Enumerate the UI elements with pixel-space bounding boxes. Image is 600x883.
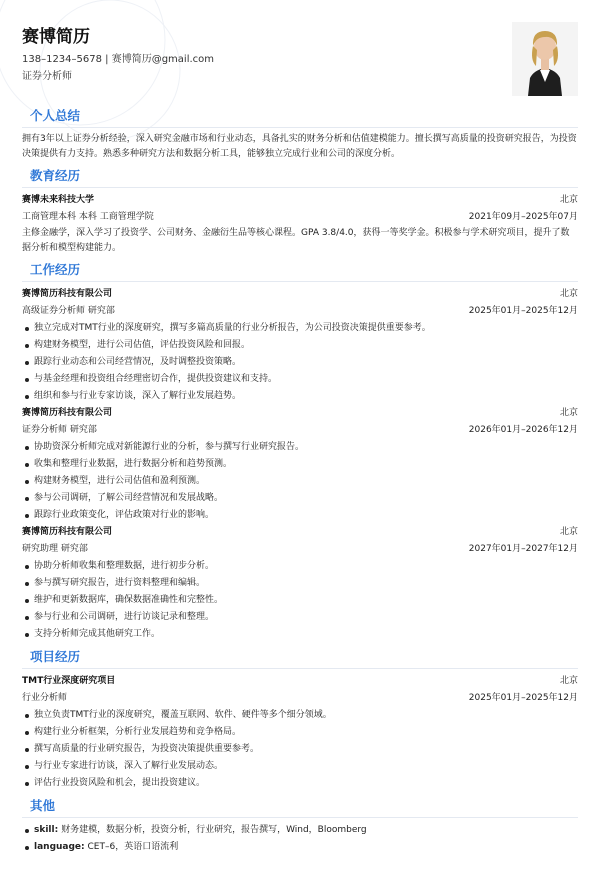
- profile-photo: [512, 22, 578, 96]
- bullet-item: 与基金经理和投资组合经理密切合作，提供投资建议和支持。: [22, 371, 578, 388]
- item-label: language:: [34, 842, 85, 852]
- bullet-item: 参与撰写研究报告，进行资料整理和编辑。: [22, 575, 578, 592]
- bullet-item: 独立负责TMT行业的深度研究，覆盖互联网、软件、硬件等多个细分领域。: [22, 707, 578, 724]
- job-bullets: [22, 320, 578, 405]
- bullet-item: 评估行业投资风险和机会，提出投资建议。: [22, 775, 578, 792]
- skill-item: [22, 822, 578, 839]
- project-row: [22, 690, 578, 707]
- section-title: 项目经历: [30, 649, 81, 664]
- dates: 2027年01月–2027年12月: [468, 544, 578, 554]
- section-divider: [22, 668, 578, 669]
- job-entry: [22, 286, 578, 405]
- resume-body: [22, 108, 578, 862]
- job-bullets: [22, 439, 578, 524]
- other-list: [22, 822, 578, 856]
- position: 高级证券分析师 研究部: [22, 306, 115, 316]
- bullet-item: 跟踪行业政策变化，评估政策对行业的影响。: [22, 507, 578, 524]
- section-title: 其他: [30, 798, 56, 813]
- position: 研究助理 研究部: [22, 544, 88, 554]
- job-bullets: [22, 558, 578, 643]
- work-section: [22, 262, 578, 643]
- section-title: 教育经历: [30, 168, 81, 183]
- location: 北京: [559, 408, 578, 418]
- item-value: 财务建模，数据分析，投资分析，行业研究，报告撰写，Wind，Bloomberg: [58, 825, 367, 835]
- item-value: CET–6，英语口语流利: [84, 842, 179, 852]
- bullet-item: 参与公司调研，了解公司经营情况和发展战略。: [22, 490, 578, 507]
- bullet-item: 构建财务模型，进行公司估值和盈利预测。: [22, 473, 578, 490]
- section-title: 工作经历: [30, 262, 81, 277]
- bullet-item: 支持分析师完成其他研究工作。: [22, 626, 578, 643]
- bullet-item: 独立完成对TMT行业的深度研究，撰写多篇高质量的行业分析报告，为公司投资决策提供重要参考。: [22, 320, 578, 337]
- location: 北京: [559, 527, 578, 537]
- job-row: [22, 541, 578, 558]
- section-divider: [22, 187, 578, 188]
- education-row: [22, 192, 578, 209]
- job-row: [22, 286, 578, 303]
- company-name: 赛博简历科技有限公司: [22, 527, 113, 537]
- dates: 2021年09月–2025年07月: [468, 212, 578, 222]
- bullet-item: 构建行业分析框架，分析行业发展趋势和竞争格局。: [22, 724, 578, 741]
- project-role: 行业分析师: [22, 693, 68, 703]
- target-role: 证券分析师: [22, 71, 72, 82]
- project-row: [22, 673, 578, 690]
- item-label: skill:: [34, 825, 59, 835]
- school-name: 赛博未来科技大学: [22, 195, 95, 205]
- job-row: [22, 524, 578, 541]
- bullet-item: 与行业专家进行访谈，深入了解行业发展动态。: [22, 758, 578, 775]
- language-item: [22, 839, 578, 856]
- summary-section: [22, 108, 578, 162]
- job-row: [22, 405, 578, 422]
- section-title: 个人总结: [30, 108, 81, 123]
- position: 证券分析师 研究部: [22, 425, 97, 435]
- bullet-item: 协助分析师收集和整理数据，进行初步分析。: [22, 558, 578, 575]
- resume-header: [22, 22, 578, 122]
- section-divider: [22, 127, 578, 128]
- bullet-item: 组织和参与行业专家访谈，深入了解行业发展趋势。: [22, 388, 578, 405]
- company-name: 赛博简历科技有限公司: [22, 408, 113, 418]
- degree: 工商管理本科 本科 工商管理学院: [22, 212, 154, 222]
- bullet-item: 协助资深分析师完成对新能源行业的分析，参与撰写行业研究报告。: [22, 439, 578, 456]
- summary-text: 拥有3年以上证券分析经验，深入研究金融市场和行业动态，具备扎实的财务分析和估值建模能力。擅长撰写高质量的投资研究报告，为投资决策提供有力支持。熟悉多种研究方法和数据分析工具，能够独立完成行业和公司的深度分析。: [22, 134, 577, 159]
- job-entry: [22, 405, 578, 524]
- education-row: [22, 209, 578, 226]
- bullet-item: 跟踪行业动态和公司经营情况，及时调整投资策略。: [22, 354, 578, 371]
- location: 北京: [559, 289, 578, 299]
- job-row: [22, 303, 578, 320]
- section-divider: [22, 281, 578, 282]
- candidate-name: 赛博简历: [22, 27, 90, 47]
- project-name: TMT行业深度研究项目: [22, 676, 116, 686]
- dates: 2025年01月–2025年12月: [468, 693, 578, 703]
- bullet-item: 撰写高质量的行业研究报告，为投资决策提供重要参考。: [22, 741, 578, 758]
- education-section: [22, 168, 578, 256]
- location: 北京: [559, 676, 578, 686]
- dates: 2025年01月–2025年12月: [468, 306, 578, 316]
- other-section: [22, 798, 578, 856]
- company-name: 赛博简历科技有限公司: [22, 289, 113, 299]
- job-entry: [22, 524, 578, 643]
- bullet-item: 参与行业和公司调研，进行访谈记录和整理。: [22, 609, 578, 626]
- section-divider: [22, 817, 578, 818]
- bullet-item: 维护和更新数据库，确保数据准确性和完整性。: [22, 592, 578, 609]
- education-desc: 主修金融学，深入学习了投资学、公司财务、金融衍生品等核心课程。GPA 3.8/4.0，获得一等奖学金。积极参与学术研究项目，提升了数据分析和模型构建能力。: [22, 228, 570, 253]
- bullet-item: 构建财务模型，进行公司估值，评估投资风险和回报。: [22, 337, 578, 354]
- project-bullets: [22, 707, 578, 792]
- dates: 2026年01月–2026年12月: [468, 425, 578, 435]
- contact-info: 138–1234–5678 | 赛博简历@gmail.com: [22, 54, 215, 65]
- bullet-item: 收集和整理行业数据，进行数据分析和趋势预测。: [22, 456, 578, 473]
- location: 北京: [559, 195, 578, 205]
- projects-section: [22, 649, 578, 792]
- job-row: [22, 422, 578, 439]
